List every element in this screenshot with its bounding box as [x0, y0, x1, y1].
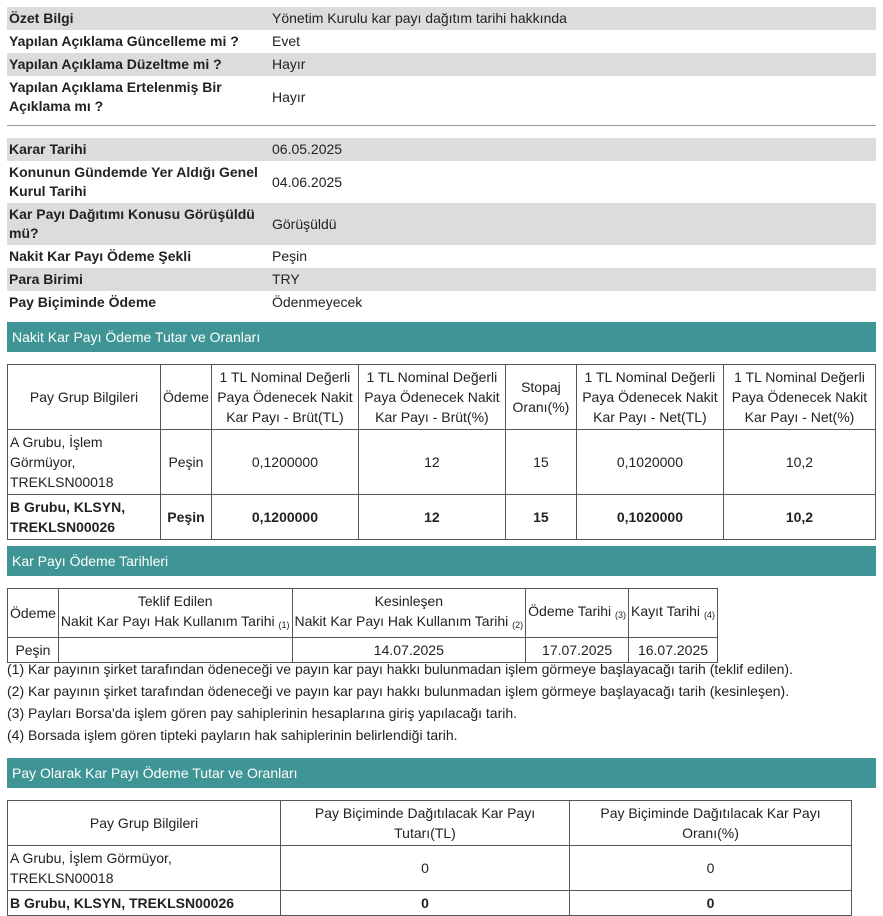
footnote: (1) Kar payının şirket tarafından ödeneceği ve payın kar payı hakkı bulunmadan işlem görmeye başlayacağı tarih (teklif edilen). [7, 661, 793, 677]
details-row [7, 291, 876, 314]
field-value: TRY [268, 268, 876, 291]
header-line: Kesinleşen [374, 593, 444, 609]
summary-row [7, 76, 876, 118]
column-header: 1 TL Nominal Değerli Paya Ödenecek Nakit Kar Payı - Brüt(TL) [211, 365, 358, 430]
table-cell: 0,1200000 [211, 430, 358, 495]
table-header-row [8, 365, 876, 430]
field-label: Yapılan Açıklama Ertelenmiş Bir Açıklama mı ? [9, 79, 222, 114]
field-label: Yapılan Açıklama Güncelleme mi ? [9, 33, 239, 49]
column-header: Pay Grup Bilgileri [8, 365, 161, 430]
table-cell: 0 [570, 891, 852, 916]
section-header-dates: Kar Payı Ödeme Tarihleri [7, 546, 876, 576]
table-header-row [8, 589, 718, 638]
field-label: Nakit Kar Payı Ödeme Şekli [9, 248, 192, 264]
cash-dividend-table [7, 364, 876, 540]
field-value: Hayır [272, 88, 306, 105]
column-header [629, 589, 718, 638]
column-header: Ödeme [8, 589, 59, 638]
field-value: 04.06.2025 [272, 173, 343, 190]
summary-row [7, 7, 876, 30]
table-row [8, 495, 876, 540]
column-header: Pay Grup Bilgileri [8, 801, 281, 846]
details-row [7, 138, 876, 161]
details-row [7, 268, 876, 291]
column-header: Pay Biçiminde Dağıtılacak Kar Payı Oranı(%) [570, 801, 852, 846]
field-value: Görüşüldü [268, 203, 876, 245]
column-header: 1 TL Nominal Değerli Paya Ödenecek Nakit Kar Payı - Brüt(%) [358, 365, 505, 430]
table-cell: 0 [281, 891, 570, 916]
table-cell: 0 [570, 846, 852, 891]
table-cell: B Grubu, KLSYN, TREKLSN00026 [8, 495, 161, 540]
column-header: 1 TL Nominal Değerli Paya Ödenecek Nakit Kar Payı - Net(%) [723, 365, 875, 430]
table-cell: 12 [358, 495, 505, 540]
table-cell: Peşin [8, 638, 59, 663]
table-row [8, 846, 852, 891]
details-table [7, 138, 876, 314]
column-header: Ödeme [161, 365, 212, 430]
header-line: Kayıt Tarihi [631, 603, 701, 619]
table-cell: 14.07.2025 [292, 638, 526, 663]
footnote-ref: (2) [512, 620, 524, 630]
divider [7, 125, 876, 126]
field-label: Pay Biçiminde Ödeme [9, 294, 157, 310]
details-row [7, 203, 876, 245]
field-value: Evet [272, 33, 301, 49]
column-header: Pay Biçiminde Dağıtılacak Kar Payı Tutarı(TL) [281, 801, 570, 846]
header-line: Teklif Edilen [137, 593, 213, 609]
table-cell: 10,2 [723, 495, 875, 540]
footnote-ref: (4) [703, 610, 715, 620]
field-label: Konunun Gündemde Yer Aldığı Genel Kurul Tarihi [9, 164, 258, 199]
column-header: Stopaj Oranı(%) [505, 365, 576, 430]
table-row [8, 891, 852, 916]
table-cell: 15 [505, 430, 576, 495]
field-label: Karar Tarihi [7, 138, 268, 161]
table-cell: A Grubu, İşlem Görmüyor, TREKLSN00018 [8, 430, 161, 495]
table-cell: 0,1200000 [211, 495, 358, 540]
footnote-ref: (3) [615, 610, 627, 620]
payment-dates-table [7, 588, 718, 663]
header-line: Nakit Kar Payı Hak Kullanım Tarihi [60, 613, 275, 629]
column-header [292, 589, 526, 638]
summary-table [7, 7, 876, 118]
field-value: Hayır [268, 53, 876, 76]
table-cell: Peşin [161, 430, 212, 495]
table-cell: 12 [358, 430, 505, 495]
table-cell: 16.07.2025 [629, 638, 718, 663]
details-row [7, 245, 876, 268]
field-label: Para Birimi [7, 268, 268, 291]
table-header-row [8, 801, 852, 846]
field-value: Peşin [272, 248, 308, 264]
field-value: Yönetim Kurulu kar payı dağıtım tarihi hakkında [268, 7, 876, 30]
field-value: 06.05.2025 [268, 138, 876, 161]
share-dividend-table [7, 800, 852, 916]
section-header-share: Pay Olarak Kar Payı Ödeme Tutar ve Oranları [7, 758, 876, 788]
column-header [526, 589, 629, 638]
footnote: (2) Kar payının şirket tarafından ödeneceği ve payın kar payı hakkı bulunmadan işlem görmeye başlayacağı tarih (kesinleşen). [7, 683, 790, 699]
table-cell: B Grubu, KLSYN, TREKLSN00026 [8, 891, 281, 916]
section-header-cash: Nakit Kar Payı Ödeme Tutar ve Oranları [7, 322, 876, 352]
table-cell: A Grubu, İşlem Görmüyor, TREKLSN00018 [8, 846, 281, 891]
table-cell: 17.07.2025 [526, 638, 629, 663]
table-cell: 0,1020000 [576, 495, 723, 540]
summary-row [7, 30, 876, 53]
table-cell: 15 [505, 495, 576, 540]
table-cell: 0 [281, 846, 570, 891]
field-value: Ödenmeyecek [272, 294, 363, 310]
footnote-ref: (1) [278, 620, 290, 630]
header-line: Ödeme Tarihi [528, 603, 612, 619]
footnote: (3) Payları Borsa'da işlem gören pay sahiplerinin hesaplarına giriş yapılacağı tarih. [7, 705, 518, 721]
field-label: Kar Payı Dağıtımı Konusu Görüşüldü mü? [7, 203, 268, 245]
summary-row [7, 53, 876, 76]
table-cell: Peşin [161, 495, 212, 540]
header-line: Nakit Kar Payı Hak Kullanım Tarihi [294, 613, 509, 629]
details-row [7, 161, 876, 203]
footnote: (4) Borsada işlem gören tipteki payların hak sahiplerinin belirlendiği tarih. [7, 727, 458, 743]
table-row [8, 430, 876, 495]
column-header: 1 TL Nominal Değerli Paya Ödenecek Nakit Kar Payı - Net(TL) [576, 365, 723, 430]
field-label: Yapılan Açıklama Düzeltme mi ? [7, 53, 268, 76]
field-label: Özet Bilgi [7, 7, 268, 30]
table-cell: 10,2 [723, 430, 875, 495]
column-header [58, 589, 292, 638]
table-cell: 0,1020000 [576, 430, 723, 495]
